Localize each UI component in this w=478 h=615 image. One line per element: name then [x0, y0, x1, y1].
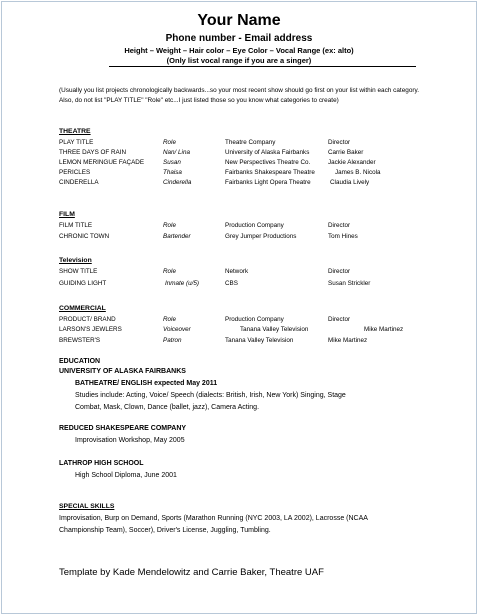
credit-director: Claudia Lively — [330, 179, 370, 186]
credit-company: Tanana Valley Television — [240, 326, 309, 333]
credit-director: Director — [328, 316, 351, 323]
credit-role: Role — [163, 316, 176, 323]
commercial-heading: COMMERCIAL — [59, 305, 106, 312]
special-skills-heading: SPECIAL SKILLS — [59, 503, 115, 510]
credit-role: Role — [163, 268, 176, 275]
vocal-range-note: (Only list vocal range if you are a singer) — [166, 56, 312, 65]
school-detail: High School Diploma, June 2001 — [75, 472, 177, 479]
theatre-heading: THEATRE — [59, 128, 91, 135]
credit-company: University of Alaska Fairbanks — [225, 149, 310, 156]
film-heading: FILM — [59, 211, 75, 218]
school-detail: Improvisation Workshop, May 2005 — [75, 437, 185, 444]
credit-row — [0, 169, 478, 179]
credit-director: Director — [328, 139, 351, 146]
credit-row — [0, 149, 478, 159]
credit-row — [0, 222, 478, 232]
credit-title: PRODUCT/ BRAND — [59, 316, 116, 323]
credit-company: Production Company — [225, 222, 284, 229]
credit-row — [0, 268, 478, 278]
credit-title: SHOW TITLE — [59, 268, 98, 275]
credit-row — [0, 139, 478, 149]
credit-director: James B. Nicola — [335, 169, 381, 176]
credit-company: Grey Jumper Productions — [225, 233, 297, 240]
credit-title: LEMON MERINGUE FAÇADE — [59, 159, 145, 166]
credit-row — [0, 280, 478, 290]
credit-director: Director — [328, 268, 351, 275]
television-heading: Television — [59, 257, 92, 264]
credit-company: Network — [225, 268, 249, 275]
credit-director: Director — [328, 222, 351, 229]
credit-company: CBS — [225, 280, 238, 287]
credit-row — [0, 337, 478, 347]
credit-company: New Perspectives Theatre Co. — [225, 159, 311, 166]
intro-note: (Usually you list projects chronologically backwards...so your most recent show should go first on your list within each category. Also, do not list "PLAY TITLE" "Role" etc...I just listed those so you know what categories to create) — [59, 87, 419, 104]
credit-row — [0, 233, 478, 243]
credit-company: Fairbanks Shakespeare Theatre — [225, 169, 315, 176]
school-name: REDUCED SHAKESPEARE COMPANY — [59, 425, 187, 432]
credit-role: Thaisa — [163, 169, 182, 176]
credit-title: CHRONIC TOWN — [59, 233, 110, 240]
credit-role: Patron — [163, 337, 182, 344]
credit-role: Inmate (u/5) — [165, 280, 199, 287]
credit-role: Role — [163, 139, 176, 146]
stats-line: Height – Weight – Hair color – Eye Color – Vocal Range (ex: alto) — [124, 46, 354, 55]
header-rule — [109, 66, 416, 67]
contact-line: Phone number - Email address — [165, 33, 313, 44]
credit-role: Bartender — [163, 233, 191, 240]
credit-row — [0, 159, 478, 169]
studies-line: Studies include: Acting, Voice/ Speech (dialects: British, Irish, New York) Singing, Stage — [75, 392, 346, 399]
credit-director: Mike Martinez — [364, 326, 404, 333]
resume-name: Your Name — [197, 12, 281, 29]
credit-title: PLAY TITLE — [59, 139, 94, 146]
credit-company: Tanana Valley Television — [225, 337, 294, 344]
credit-role: Nan/ Lina — [163, 149, 190, 156]
credit-company: Theatre Company — [225, 139, 276, 146]
credit-row — [0, 316, 478, 326]
skills-line: Improvisation, Burp on Demand, Sports (Marathon Running (NYC 2003, LA 2002), Lacrosse (NCAA — [59, 515, 368, 522]
credit-company: Production Company — [225, 316, 284, 323]
credit-role: Cinderella — [163, 179, 192, 186]
credit-title: PERICLES — [59, 169, 91, 176]
skills-line: Championship Team), Soccer), Driver's License, Juggling, Tumbling. — [59, 527, 271, 534]
credit-row — [0, 326, 478, 336]
credit-row — [0, 179, 478, 189]
template-credit: Template by Kade Mendelowitz and Carrie Baker, Theatre UAF — [59, 567, 324, 578]
credit-director: Mike Martinez — [328, 337, 368, 344]
credit-role: Susan — [163, 159, 181, 166]
credit-role: Role — [163, 222, 176, 229]
credit-title: BREWSTER'S — [59, 337, 101, 344]
credit-director: Carrie Baker — [328, 149, 364, 156]
credit-company: Fairbanks Light Opera Theatre — [225, 179, 311, 186]
studies-line: Combat, Mask, Clown, Dance (ballet, jazz), Camera Acting. — [75, 404, 260, 411]
school-name: LATHROP HIGH SCHOOL — [59, 460, 144, 467]
credit-director: Jackie Alexander — [328, 159, 376, 166]
school-name: UNIVERSITY OF ALASKA FAIRBANKS — [59, 368, 186, 375]
education-heading: EDUCATION — [59, 358, 101, 365]
credit-title: GUIDING LIGHT — [59, 280, 107, 287]
credit-director: Susan Strickler — [328, 280, 371, 287]
credit-title: THREE DAYS OF RAIN — [59, 149, 127, 156]
credit-role: Voiceover — [163, 326, 191, 333]
credit-title: CINDERELLA — [59, 179, 99, 186]
degree-line: BATHEATRE/ ENGLISH expected May 2011 — [75, 380, 218, 387]
credit-director: Tom Hines — [328, 233, 358, 240]
credit-title: LARSON'S JEWLERS — [59, 326, 122, 333]
credit-title: FILM TITLE — [59, 222, 93, 229]
